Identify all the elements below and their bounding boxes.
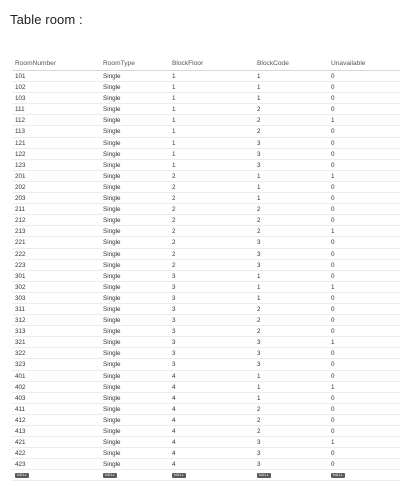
cell-blockcode: 2 xyxy=(257,228,261,236)
cell-blockcode: 2 xyxy=(257,206,261,214)
cell-blockfloor: 2 xyxy=(172,239,176,247)
cell-blockcode: 1 xyxy=(257,84,261,92)
cell-roomnumber: 112 xyxy=(15,117,26,125)
cell-roomnumber: 212 xyxy=(15,217,26,225)
cell-roomtype: Single xyxy=(103,195,121,203)
table-row xyxy=(12,371,400,382)
cell-roomtype: Single xyxy=(103,172,121,180)
cell-blockfloor: 4 xyxy=(172,461,176,469)
cell-roomnumber: 223 xyxy=(15,261,26,269)
null-cell xyxy=(169,470,254,480)
cell-blockcode: 2 xyxy=(257,328,261,336)
cell-roomnumber: 103 xyxy=(15,95,26,103)
cell-blockfloor: 3 xyxy=(172,328,176,336)
cell-unavailable: 1 xyxy=(331,172,335,180)
cell-unavailable: 0 xyxy=(331,328,335,336)
cell-blockfloor: 2 xyxy=(172,261,176,269)
cell-unavailable: 0 xyxy=(331,161,335,169)
table-row xyxy=(12,426,400,437)
cell-blockcode: 1 xyxy=(257,383,261,391)
cell-blockfloor: 3 xyxy=(172,305,176,313)
cell-unavailable: 0 xyxy=(331,305,335,313)
cell-blockcode: 3 xyxy=(257,361,261,369)
table-row xyxy=(12,249,400,260)
cell-blockcode: 3 xyxy=(257,150,261,158)
cell-blockcode: 1 xyxy=(257,172,261,180)
cell-roomtype: Single xyxy=(103,305,121,313)
cell-roomnumber: 113 xyxy=(15,128,26,136)
cell-roomnumber: 203 xyxy=(15,195,26,203)
cell-unavailable: 1 xyxy=(331,339,335,347)
cell-blockcode: 3 xyxy=(257,239,261,247)
cell-blockcode: 2 xyxy=(257,117,261,125)
cell-unavailable: 0 xyxy=(331,461,335,469)
cell-roomnumber: 111 xyxy=(15,106,25,114)
cell-blockfloor: 4 xyxy=(172,416,176,424)
table-row xyxy=(12,71,400,82)
cell-roomtype: Single xyxy=(103,283,121,291)
cell-blockcode: 2 xyxy=(257,106,261,114)
cell-roomtype: Single xyxy=(103,139,121,147)
table-row xyxy=(12,171,400,182)
cell-roomtype: Single xyxy=(103,206,121,214)
cell-roomtype: Single xyxy=(103,394,121,402)
cell-blockcode: 2 xyxy=(257,305,261,313)
table-row xyxy=(12,126,400,137)
column-header-blockcode: BlockCode xyxy=(257,60,289,67)
cell-roomtype: Single xyxy=(103,272,121,280)
cell-roomnumber: 221 xyxy=(15,239,26,247)
cell-roomtype: Single xyxy=(103,117,121,125)
cell-roomnumber: 313 xyxy=(15,328,26,336)
table-row xyxy=(12,404,400,415)
cell-roomnumber: 301 xyxy=(15,272,26,280)
cell-roomtype: Single xyxy=(103,106,121,114)
cell-roomtype: Single xyxy=(103,128,121,136)
null-cell xyxy=(254,470,328,480)
cell-roomnumber: 211 xyxy=(15,206,26,214)
null-cell xyxy=(12,470,100,480)
cell-roomnumber: 321 xyxy=(15,339,26,347)
cell-blockcode: 1 xyxy=(257,95,261,103)
table-row xyxy=(12,93,400,104)
cell-blockcode: 1 xyxy=(257,183,261,191)
null-cell xyxy=(328,470,400,480)
cell-roomnumber: 101 xyxy=(15,73,26,80)
cell-blockcode: 1 xyxy=(257,283,261,291)
table-row xyxy=(12,204,400,215)
table-row xyxy=(12,182,400,193)
table-row xyxy=(12,104,400,115)
null-badge: NULL xyxy=(174,473,184,478)
table-row xyxy=(12,393,400,404)
cell-blockcode: 3 xyxy=(257,439,261,447)
cell-blockcode: 1 xyxy=(257,394,261,402)
cell-roomtype: Single xyxy=(103,183,121,191)
cell-unavailable: 0 xyxy=(331,239,335,247)
cell-roomtype: Single xyxy=(103,73,121,80)
cell-roomtype: Single xyxy=(103,383,121,391)
cell-blockfloor: 1 xyxy=(172,95,176,103)
cell-blockfloor: 1 xyxy=(172,84,176,92)
table-row xyxy=(12,382,400,393)
cell-roomtype: Single xyxy=(103,150,121,158)
table-row xyxy=(12,348,400,359)
cell-blockfloor: 3 xyxy=(172,283,176,291)
cell-unavailable: 0 xyxy=(331,450,335,458)
cell-roomnumber: 222 xyxy=(15,250,26,258)
cell-blockfloor: 3 xyxy=(172,294,176,302)
cell-roomnumber: 213 xyxy=(15,228,26,236)
cell-blockcode: 1 xyxy=(257,294,261,302)
table-row xyxy=(12,448,400,459)
table-row xyxy=(12,459,400,470)
cell-blockcode: 2 xyxy=(257,128,261,136)
cell-unavailable: 0 xyxy=(331,206,335,214)
cell-unavailable: 0 xyxy=(331,128,335,136)
cell-blockcode: 3 xyxy=(257,339,261,347)
cell-roomtype: Single xyxy=(103,439,121,447)
null-badge: NULL xyxy=(105,473,115,478)
cell-unavailable: 0 xyxy=(331,73,335,80)
cell-blockfloor: 4 xyxy=(172,394,176,402)
cell-roomtype: Single xyxy=(103,428,121,435)
cell-roomnumber: 311 xyxy=(15,305,26,313)
cell-unavailable: 1 xyxy=(331,228,335,236)
table-row xyxy=(12,226,400,237)
cell-blockfloor: 2 xyxy=(172,206,176,214)
cell-blockfloor: 2 xyxy=(172,217,176,225)
cell-roomnumber: 413 xyxy=(15,428,26,435)
cell-unavailable: 1 xyxy=(331,117,335,125)
cell-unavailable: 0 xyxy=(331,405,335,413)
cell-roomnumber: 303 xyxy=(15,294,26,302)
cell-roomtype: Single xyxy=(103,294,121,302)
cell-unavailable: 0 xyxy=(331,394,335,402)
cell-blockfloor: 1 xyxy=(172,117,176,125)
cell-unavailable: 0 xyxy=(331,150,335,158)
cell-unavailable: 0 xyxy=(331,250,335,258)
cell-blockcode: 3 xyxy=(257,350,261,358)
cell-blockfloor: 4 xyxy=(172,372,176,380)
cell-roomtype: Single xyxy=(103,361,121,369)
cell-blockfloor: 1 xyxy=(172,106,176,114)
null-badge: NULL xyxy=(259,473,269,478)
cell-unavailable: 0 xyxy=(331,361,335,369)
cell-roomtype: Single xyxy=(103,450,121,458)
cell-roomnumber: 201 xyxy=(15,172,26,180)
table-row xyxy=(12,237,400,248)
cell-blockfloor: 1 xyxy=(172,73,176,80)
cell-roomnumber: 402 xyxy=(15,383,26,391)
column-header-blockfloor: BlockFloor xyxy=(172,60,204,67)
cell-roomtype: Single xyxy=(103,317,121,325)
cell-unavailable: 0 xyxy=(331,272,335,280)
cell-roomtype: Single xyxy=(103,217,121,225)
table-row xyxy=(12,82,400,93)
cell-roomnumber: 401 xyxy=(15,372,26,380)
table-row xyxy=(12,193,400,204)
cell-roomnumber: 403 xyxy=(15,394,26,402)
cell-blockcode: 1 xyxy=(257,195,261,203)
table-row xyxy=(12,359,400,370)
cell-blockfloor: 2 xyxy=(172,228,176,236)
cell-blockfloor: 2 xyxy=(172,183,176,191)
cell-roomtype: Single xyxy=(103,239,121,247)
column-header-roomtype: RoomType xyxy=(103,60,135,67)
cell-roomnumber: 121 xyxy=(15,139,26,147)
cell-roomtype: Single xyxy=(103,261,121,269)
cell-unavailable: 0 xyxy=(331,261,335,269)
cell-unavailable: 1 xyxy=(331,439,335,447)
cell-unavailable: 0 xyxy=(331,294,335,302)
cell-blockfloor: 1 xyxy=(172,128,176,136)
cell-unavailable: 0 xyxy=(331,217,335,225)
cell-blockcode: 3 xyxy=(257,161,261,169)
cell-blockfloor: 3 xyxy=(172,350,176,358)
cell-blockcode: 3 xyxy=(257,250,261,258)
cell-blockfloor: 4 xyxy=(172,428,176,435)
cell-blockcode: 2 xyxy=(257,428,261,435)
column-header-roomnumber: RoomNumber xyxy=(15,60,57,67)
cell-unavailable: 0 xyxy=(331,428,335,435)
cell-unavailable: 0 xyxy=(331,372,335,380)
cell-blockfloor: 1 xyxy=(172,161,176,169)
cell-unavailable: 0 xyxy=(331,317,335,325)
table-body xyxy=(12,71,400,470)
cell-roomnumber: 421 xyxy=(15,439,26,447)
cell-blockfloor: 2 xyxy=(172,250,176,258)
cell-blockfloor: 4 xyxy=(172,439,176,447)
cell-blockfloor: 3 xyxy=(172,339,176,347)
cell-roomtype: Single xyxy=(103,250,121,258)
table-row xyxy=(12,304,400,315)
cell-blockcode: 1 xyxy=(257,73,261,80)
null-badge: NULL xyxy=(333,473,343,478)
cell-blockcode: 3 xyxy=(257,261,261,269)
null-cell xyxy=(100,470,169,480)
cell-unavailable: 0 xyxy=(331,350,335,358)
cell-roomtype: Single xyxy=(103,161,121,169)
cell-blockfloor: 4 xyxy=(172,405,176,413)
cell-blockfloor: 1 xyxy=(172,150,176,158)
table-row xyxy=(12,437,400,448)
table-header-row xyxy=(12,57,400,71)
cell-roomnumber: 322 xyxy=(15,350,26,358)
table-row xyxy=(12,215,400,226)
cell-blockcode: 2 xyxy=(257,317,261,325)
table-row xyxy=(12,271,400,282)
cell-blockcode: 2 xyxy=(257,405,261,413)
cell-blockfloor: 2 xyxy=(172,195,176,203)
table-row xyxy=(12,293,400,304)
table-row xyxy=(12,138,400,149)
cell-roomnumber: 422 xyxy=(15,450,26,458)
cell-blockcode: 2 xyxy=(257,416,261,424)
cell-roomtype: Single xyxy=(103,228,121,236)
cell-roomtype: Single xyxy=(103,84,121,92)
cell-unavailable: 0 xyxy=(331,95,335,103)
table-row xyxy=(12,315,400,326)
cell-roomnumber: 411 xyxy=(15,405,26,413)
cell-blockfloor: 3 xyxy=(172,317,176,325)
cell-roomtype: Single xyxy=(103,339,121,347)
table-row xyxy=(12,149,400,160)
cell-blockfloor: 2 xyxy=(172,172,176,180)
cell-blockfloor: 3 xyxy=(172,272,176,280)
null-badge: NULL xyxy=(17,473,27,478)
room-table xyxy=(12,57,400,481)
cell-roomtype: Single xyxy=(103,405,121,413)
cell-unavailable: 0 xyxy=(331,84,335,92)
table-row-null xyxy=(12,470,400,481)
cell-roomnumber: 323 xyxy=(15,361,26,369)
table-row xyxy=(12,115,400,126)
cell-roomnumber: 312 xyxy=(15,317,26,325)
cell-unavailable: 0 xyxy=(331,195,335,203)
cell-unavailable: 0 xyxy=(331,106,335,114)
cell-blockcode: 2 xyxy=(257,217,261,225)
cell-blockfloor: 1 xyxy=(172,139,176,147)
cell-blockfloor: 4 xyxy=(172,383,176,391)
table-row xyxy=(12,260,400,271)
cell-blockcode: 1 xyxy=(257,272,261,280)
cell-unavailable: 1 xyxy=(331,283,335,291)
column-header-unavailable: Unavailable xyxy=(331,60,366,67)
cell-roomtype: Single xyxy=(103,350,121,358)
table-row xyxy=(12,326,400,337)
table-row xyxy=(12,415,400,426)
table-row xyxy=(12,282,400,293)
cell-roomtype: Single xyxy=(103,416,121,424)
cell-blockfloor: 3 xyxy=(172,361,176,369)
table-row xyxy=(12,160,400,171)
cell-roomtype: Single xyxy=(103,328,121,336)
cell-roomnumber: 202 xyxy=(15,183,26,191)
cell-roomnumber: 412 xyxy=(15,416,26,424)
cell-roomtype: Single xyxy=(103,95,121,103)
cell-roomnumber: 423 xyxy=(15,461,26,469)
cell-roomnumber: 102 xyxy=(15,84,26,92)
cell-roomnumber: 123 xyxy=(15,161,26,169)
cell-unavailable: 1 xyxy=(331,383,335,391)
cell-roomnumber: 302 xyxy=(15,283,26,291)
cell-blockcode: 3 xyxy=(257,461,261,469)
page-title: Table room : xyxy=(10,12,83,27)
cell-unavailable: 0 xyxy=(331,416,335,424)
cell-blockcode: 3 xyxy=(257,450,261,458)
cell-roomtype: Single xyxy=(103,372,121,380)
cell-blockcode: 3 xyxy=(257,139,261,147)
cell-unavailable: 0 xyxy=(331,183,335,191)
cell-roomtype: Single xyxy=(103,461,121,469)
cell-unavailable: 0 xyxy=(331,139,335,147)
cell-blockcode: 1 xyxy=(257,372,261,380)
cell-roomnumber: 122 xyxy=(15,150,26,158)
cell-blockfloor: 4 xyxy=(172,450,176,458)
table-row xyxy=(12,337,400,348)
